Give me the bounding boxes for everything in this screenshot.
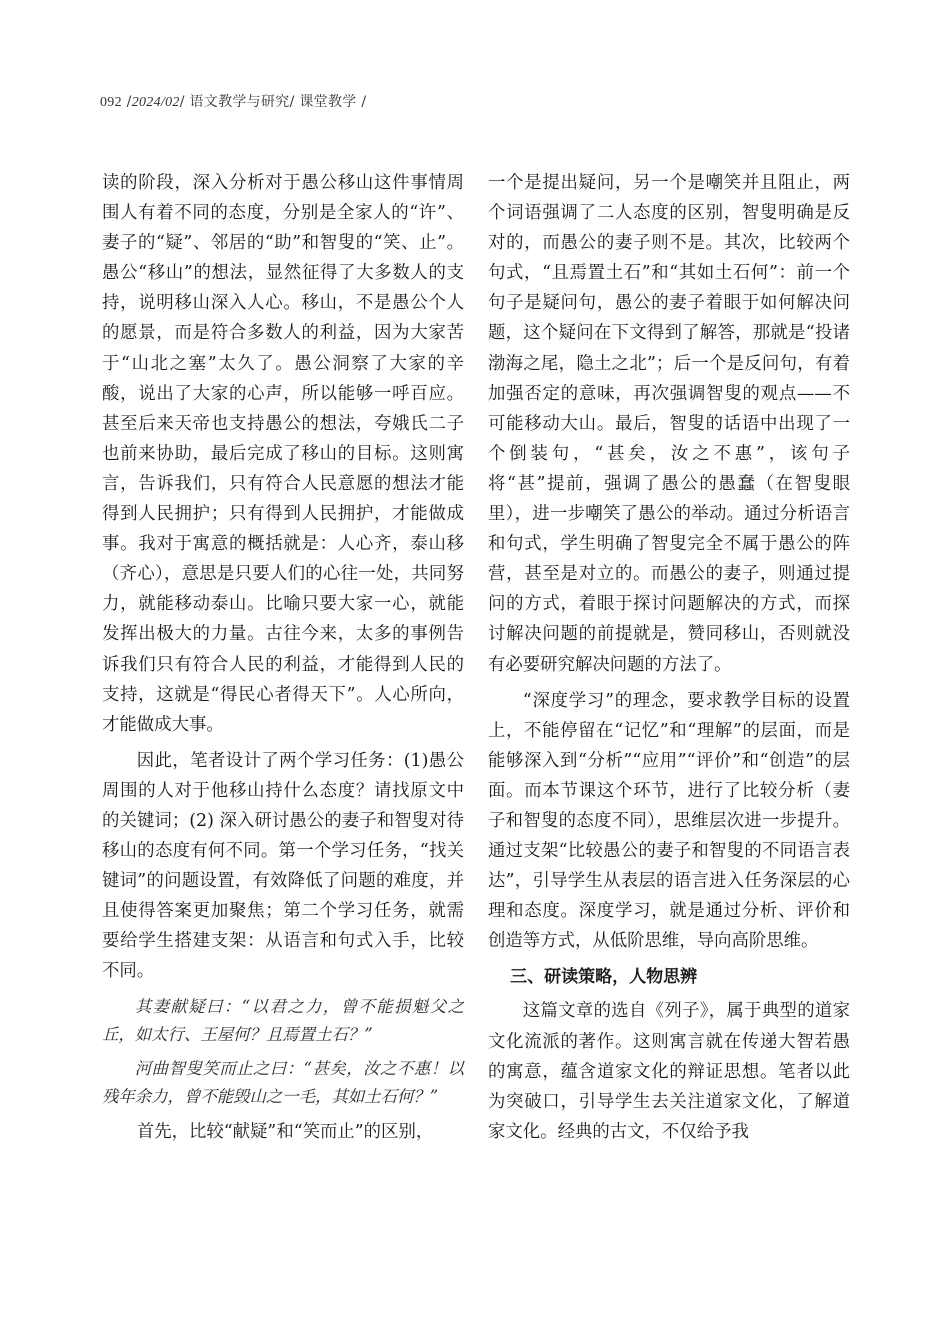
header-separator: / bbox=[356, 94, 367, 110]
quotation: 其妻献疑曰：“以君之力，曾不能损魁父之丘，如太行、王屋何？且焉置土石？” bbox=[102, 996, 464, 1044]
section-name: 课堂教学 bbox=[299, 94, 357, 110]
running-header bbox=[100, 92, 860, 113]
header-separator: / bbox=[289, 94, 300, 110]
left-column bbox=[102, 168, 464, 1153]
right-column bbox=[488, 168, 850, 1153]
header-separator: / bbox=[121, 94, 132, 110]
paragraph: 这篇文章的选自《列子》，属于典型的道家文化流派的著作。这则寓言就在传递大智若愚的寓意，蕴含道家文化的辩证思想。笔者以此为突破口，引导学生去关注道家文化，了解道家文化。经典的古文，不仅给予我 bbox=[488, 1001, 850, 1142]
section-heading: 三、研读策略，人物思辨 bbox=[510, 967, 698, 988]
header-separator: / bbox=[179, 94, 190, 110]
page-code: 092 bbox=[100, 95, 122, 110]
paragraph: 读的阶段，深入分析对于愚公移山这件事情周围人有着不同的态度，分别是全家人的“许”、妻子的“疑”、邻居的“助”和智叟的“笑、止”。愚公“移山”的想法，显然征得了大多数人的支持，说明移山深入人心。移山，不是愚公个人的愿景，而是符合多数人的利益，因为大家苦于“山北之塞”太久了。愚公洞察了大家的辛酸，说出了大家的心声，所以能够一呼百应。甚至后来天帝也支持愚公的想法，夸娥氏二子也前来协助，最后完成了移山的目标。这则寓言，告诉我们，只有符合人民意愿的想法才能得到人民拥护；只有得到人民拥护，才能做成事。我对于寓意的概括就是：人心齐，泰山移（齐心），意思是只要人们的心往一处，共同努力，就能移动泰山。比喻只要大家一心，就能发挥出极大的力量。古往今来，太多的事例告诉我们只有符合人民的利益，才能得到人民的支持，这就是“得民心者得天下”。人心所向，才能做成大事。 bbox=[102, 173, 464, 735]
paragraph: “深度学习”的理念，要求教学目标的设置上，不能停留在“记忆”和“理解”的层面，而是能够深入到“分析”“应用”“评价”和“创造”的层面。而本节课这个环节，进行了比较分析（妻子和智叟的态度不同），思维层次进一步提升。通过支架“比较愚公的妻子和智叟的不同语言表达”，引导学生从表层的语言进入任务深层的心理和态度。深度学习，就是通过分析、评价和创造等方式，从低阶思维，导向高阶思维。 bbox=[488, 690, 850, 952]
journal-name: 语文教学与研究 bbox=[189, 94, 290, 110]
paragraph: 首先，比较“献疑”和“笑而止”的区别， bbox=[136, 1121, 434, 1142]
paragraph: 一个是提出疑问，另一个是嘲笑并且阻止，两个词语强调了二人态度的区别，智叟明确是反对的，而愚公的妻子则不是。其次，比较两个句式，“且焉置土石”和“其如土石何”：前一个句子是疑问句，愚公的妻子着眼于如何解决问题，这个疑问在下文得到了解答，那就是“投诸渤海之尾，隐土之北”；后一个是反问句，有着加强否定的意味，再次强调智叟的观点——不可能移动大山。最后，智叟的话语中出现了一个倒装句，“甚矣，汝之不惠”，该句子将“甚”提前，强调了愚公的愚蠢（在智叟眼里），进一步嘲笑了愚公的举动。通过分析语言和句式，学生明确了智叟完全不属于愚公的阵营，甚至是对立的。而愚公的妻子，则通过提问的方式，着眼于探讨问题解决的方式，而探讨解决问题的前提就是，赞同移山，否则就没有必要研究解决问题的方法了。 bbox=[488, 173, 850, 675]
issue-number: 2024/02 bbox=[131, 95, 180, 110]
quotation: 河曲智叟笑而止之曰：“甚矣，汝之不惠！以残年余力，曾不能毁山之一毛，其如土石何？” bbox=[102, 1058, 464, 1106]
paragraph: 因此，笔者设计了两个学习任务：(1)愚公周围的人对于他移山持什么态度？请找原文中的关键词；(2) 深入研讨愚公的妻子和智叟对待移山的态度有何不同。第一个学习任务，“找关键词”的问题设置，有效降低了问题的难度，并且使得答案更加聚焦；第二个学习任务，就需要给学生搭建支架：从语言和句式入手，比较不同。 bbox=[102, 750, 464, 982]
